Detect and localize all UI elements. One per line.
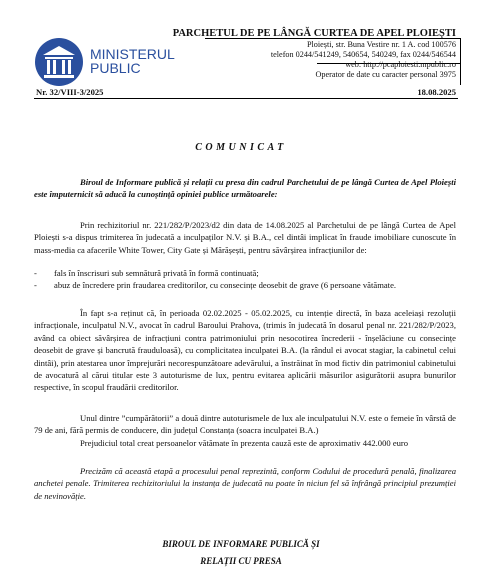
bullet-dash: - <box>34 268 37 278</box>
institution-side-rule <box>460 39 461 85</box>
footer-line-1: BIROUL DE INFORMARE PUBLICĂ ȘI <box>162 539 320 549</box>
institution-operator: Operator de date cu caracter personal 3975 <box>315 70 456 79</box>
paragraph-3: Unul dintre ”cumpărătorii” a două dintre autoturismele de lux ale inculpatului N.V. este o femeie în vârstă de 79 de ani, fără permis de conducere, din județul Constanța (soacra inculpatei B.A.) <box>34 413 456 436</box>
ministry-logo-text <box>90 47 175 75</box>
logo-line-1: MINISTERUL <box>90 46 175 62</box>
paragraph-4: Prejudiciul total creat persoanelor vătămate în prezenta cauză este de aproximativ 442.000 euro <box>80 438 409 448</box>
institution-web-link[interactable]: web: http://pcaploiesti.mpublic.ro <box>345 60 456 69</box>
list-item-text: abuz de încredere prin fraudarea creditorilor, cu consecințe deosebit de grave (6 persoane vătămate. <box>54 280 397 291</box>
ministry-emblem-icon <box>34 37 84 87</box>
page-title: COMUNICAT <box>195 142 287 153</box>
document-date: 18.08.2025 <box>417 87 456 97</box>
institution-title: PARCHETUL DE PE LÂNGĂ CURTEA DE APEL PLOIEȘTI <box>172 28 456 39</box>
charges-list <box>34 267 456 292</box>
list-item <box>34 267 456 279</box>
paragraph-2: În fapt s-a reținut că, în perioada 02.02.2025 - 05.02.2025, cu intenție directă, în baza aceleiași rezoluții infracționale, inculpatul N.V., avocat în cadrul Baroului Prahova, (trimis în judecată în dosarul penal nr. 221/282/P/2023, având ca obiect săvârșirea de infracțiuni contra patrimoniului prin nesocotirea încrederii - înșelăciune cu consecințe deosebit de grave și bancrută frauduloasă), cu complicitatea inculpatei B.A. (la rândul ei avocat stagiar, la cabinetul celui dintâi), prin atestarea unor împrejurări necorespunzătoare adevărului, a înstrăinat în mod fictiv din patrimoniul cabinetului de avocatură al cărui titular este 3 autoturisme de lux, pentru evitarea aplicării măsurilor asigurătorii asupra bunurilor respective, în scopul fraudării creditorilor. <box>34 308 456 393</box>
header-divider <box>34 98 458 99</box>
bullet-dash: - <box>34 280 37 291</box>
paragraph-1: Prin rechizitoriul nr. 221/282/P/2023/d2 din data de 14.08.2025 al Parchetului de pe lângă Curtea de Apel Ploiești s-a dispus trimiterea în judecată a inculpaților N.V. și B.A., cel dintâi implicat în fraude imobiliare cunoscute în mass-media ca afacerile White Tower, City Gate și Mărășești, pentru săvârșirea infracțiunilor de: <box>34 220 456 255</box>
signature-block <box>0 536 482 570</box>
reference-number: Nr. 32/VIII-3/2025 <box>36 87 104 97</box>
logo-line-2: PUBLIC <box>90 60 141 76</box>
intro-paragraph: Biroul de Informare publică și relații cu presa din cadrul Parchetului de pe lângă Curtea de Apel Ploiești este împuternicit să aducă la cunoștință opiniei publice următoarele: <box>34 177 456 200</box>
footer-line-2: RELAȚII CU PRESA <box>200 556 282 566</box>
list-item-text: fals în înscrisuri sub semnătură privată în formă continuată; <box>54 268 259 278</box>
paragraph-5: Precizăm că această etapă a procesului penal reprezintă, conform Codului de procedură penală, finalizarea anchetei penale. Trimiterea rechizitoriului la instanța de judecată nu poate în niciun fel să înfrângă principiul prezumției de nevinovăție. <box>34 466 456 501</box>
institution-block <box>173 28 456 79</box>
list-item <box>34 279 456 291</box>
institution-phone: telefon 0244/541249, 540654, 540249, fax 0244/546544 <box>270 50 456 59</box>
institution-address: Ploiești, str. Buna Vestire nr. 1 A. cod 100576 <box>306 40 456 49</box>
